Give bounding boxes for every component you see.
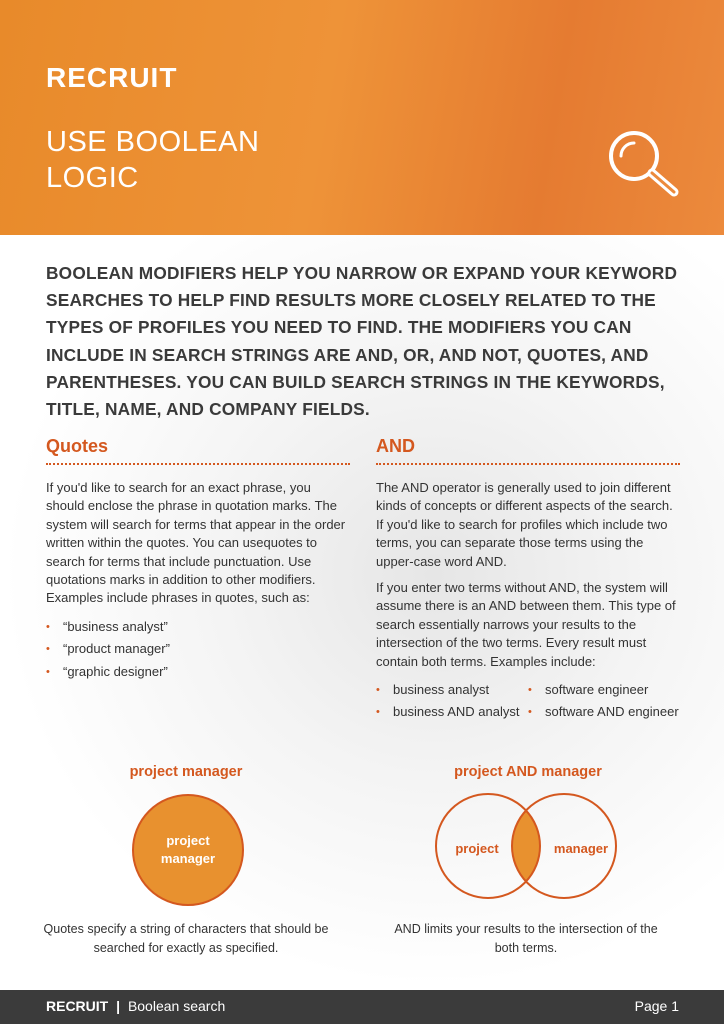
and-body-1: The AND operator is generally used to join different kinds of concepts or different aspects of the search. If you'd like to search for profiles which include two terms, you can separate those terms using the upper-case word AND. bbox=[376, 480, 673, 569]
and-examples-right bbox=[528, 681, 680, 726]
list-item: • software AND engineer bbox=[528, 703, 680, 721]
quotes-circle-text-1: project bbox=[166, 833, 210, 848]
list-item: • “business analyst” bbox=[46, 618, 350, 636]
quotes-circle-diagram bbox=[130, 792, 246, 908]
quotes-diagram-label: project manager bbox=[129, 764, 243, 780]
page-footer bbox=[0, 990, 724, 1024]
footer-separator: | bbox=[116, 998, 121, 1014]
and-heading: AND bbox=[376, 436, 680, 465]
footer-left bbox=[46, 998, 225, 1014]
magnifier-icon bbox=[604, 128, 684, 204]
list-item: • business analyst bbox=[376, 681, 528, 699]
quotes-examples bbox=[46, 618, 350, 681]
and-body-2: If you enter two terms without AND, the system will assume there is an AND between them. This type of search essentially narrows your results to the intersection of the two terms. Every result must contain both terms. Examples include: bbox=[376, 580, 676, 669]
intro-text: BOOLEAN MODIFIERS HELP YOU NARROW OR EXPAND YOUR KEYWORD SEARCHES TO HELP FIND RESULTS MORE CLOSELY RELATED TO THE TYPES OF PROFILES YOU NEED TO FIND. THE MODIFIERS YOU CAN INCLUDE IN SEARCH STRINGS ARE AND, OR, AND NOT, QUOTES, AND PARENTHESES. YOU CAN BUILD SEARCH STRINGS IN THE KEYWORDS, TITLE, NAME, AND COMPANY FIELDS. bbox=[46, 263, 678, 420]
page-title-line1: USE BOOLEAN bbox=[46, 126, 260, 158]
and-examples-left bbox=[376, 681, 528, 726]
list-item: • “graphic designer” bbox=[46, 663, 350, 681]
quotes-body: If you'd like to search for an exact phrase, you should enclose the phrase in quotation marks. The system will search for terms that appear in the order written within the quotes. You can usequotes to search for terms that include punctuation. Use quotations marks in addition to other modifiers. Examples include phrases in quotes, such as: bbox=[46, 480, 346, 606]
and-diagram-caption: AND limits your results to the intersection of the both terms. bbox=[394, 922, 658, 955]
footer-section: Boolean search bbox=[127, 998, 226, 1014]
page-title-line2: LOGIC bbox=[46, 162, 139, 194]
page-title bbox=[46, 124, 259, 196]
page-header bbox=[0, 0, 724, 235]
list-item: • software engineer bbox=[528, 681, 680, 699]
quotes-circle-text-2: manager bbox=[160, 851, 216, 866]
and-section bbox=[376, 436, 680, 726]
list-item: • “product manager” bbox=[46, 640, 350, 658]
page-number: Page 1 bbox=[634, 998, 679, 1014]
footer-brand: RECRUIT bbox=[46, 998, 109, 1014]
quotes-diagram-caption: Quotes specify a string of characters that should be searched for exactly as specified. bbox=[43, 922, 329, 955]
brand-title: RECRUIT bbox=[46, 62, 178, 93]
quotes-heading: Quotes bbox=[46, 436, 350, 465]
quotes-section bbox=[46, 436, 350, 685]
and-examples bbox=[376, 681, 680, 726]
venn-diagram bbox=[433, 790, 619, 902]
venn-right-text: manager bbox=[553, 841, 609, 856]
quotes-circle bbox=[133, 795, 243, 905]
list-item: • business AND analyst bbox=[376, 703, 528, 721]
venn-left-text: project bbox=[455, 841, 499, 856]
and-diagram-label: project AND manager bbox=[454, 764, 602, 780]
